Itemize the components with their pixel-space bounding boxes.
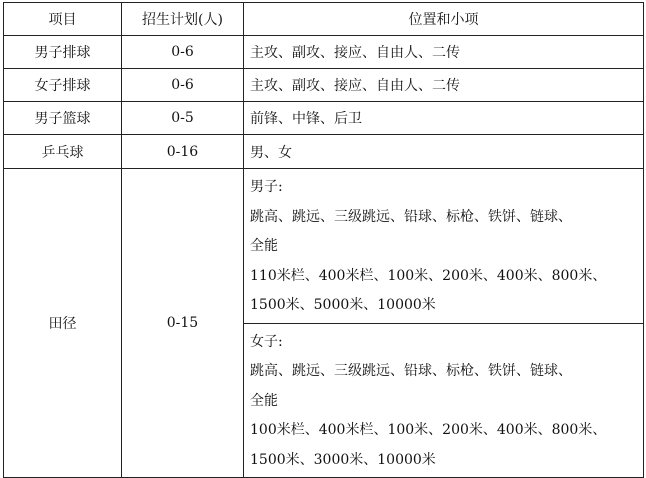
table-row [4,135,644,169]
men-line-2: 全能 [250,238,278,254]
sport-cell: 乒乓球 [4,135,122,169]
men-line-3: 110米栏、400米栏、100米、200米、400米、800米、 [250,267,607,284]
items-cell: 男、女 [244,135,644,169]
sport-cell: 男子篮球 [4,102,122,135]
plan-cell: 0-5 [122,102,244,135]
track-women-items [244,323,644,478]
header-row [4,3,644,36]
track-men-items [244,169,644,324]
men-line-4: 1500米、5000米、10000米 [250,297,436,313]
plan-cell: 0-6 [122,69,244,102]
women-label: 女子: [250,333,283,350]
track-men-row [4,169,644,324]
plan-cell-track: 0-15 [122,169,244,478]
items-cell: 主攻、副攻、接应、自由人、二传 [244,69,644,102]
sport-cell: 女子排球 [4,69,122,102]
women-line-1: 跳高、跳远、三级跳远、铅球、标枪、铁饼、链球、 [250,363,572,379]
header-items: 位置和小项 [244,3,644,36]
women-line-3: 100米栏、400米栏、100米、200米、400米、800米、 [250,422,607,438]
sport-cell-track: 田径 [4,169,122,478]
plan-cell: 0-6 [122,36,244,69]
items-cell: 主攻、副攻、接应、自由人、二传 [244,36,644,69]
table-row [4,36,644,69]
table-row [4,69,644,102]
women-line-4: 1500米、3000米、10000米 [250,451,436,468]
plan-cell: 0-16 [122,135,244,169]
men-line-1: 跳高、跳远、三级跳远、铅球、标枪、铁饼、链球、 [250,208,572,225]
women-line-2: 全能 [250,392,278,409]
table-row [4,102,644,135]
recruitment-table [3,2,644,478]
header-sport: 项目 [4,3,122,36]
header-plan: 招生计划(人) [122,3,244,36]
items-cell: 前锋、中锋、后卫 [244,102,644,135]
sport-cell: 男子排球 [4,36,122,69]
men-label: 男子: [250,179,283,195]
